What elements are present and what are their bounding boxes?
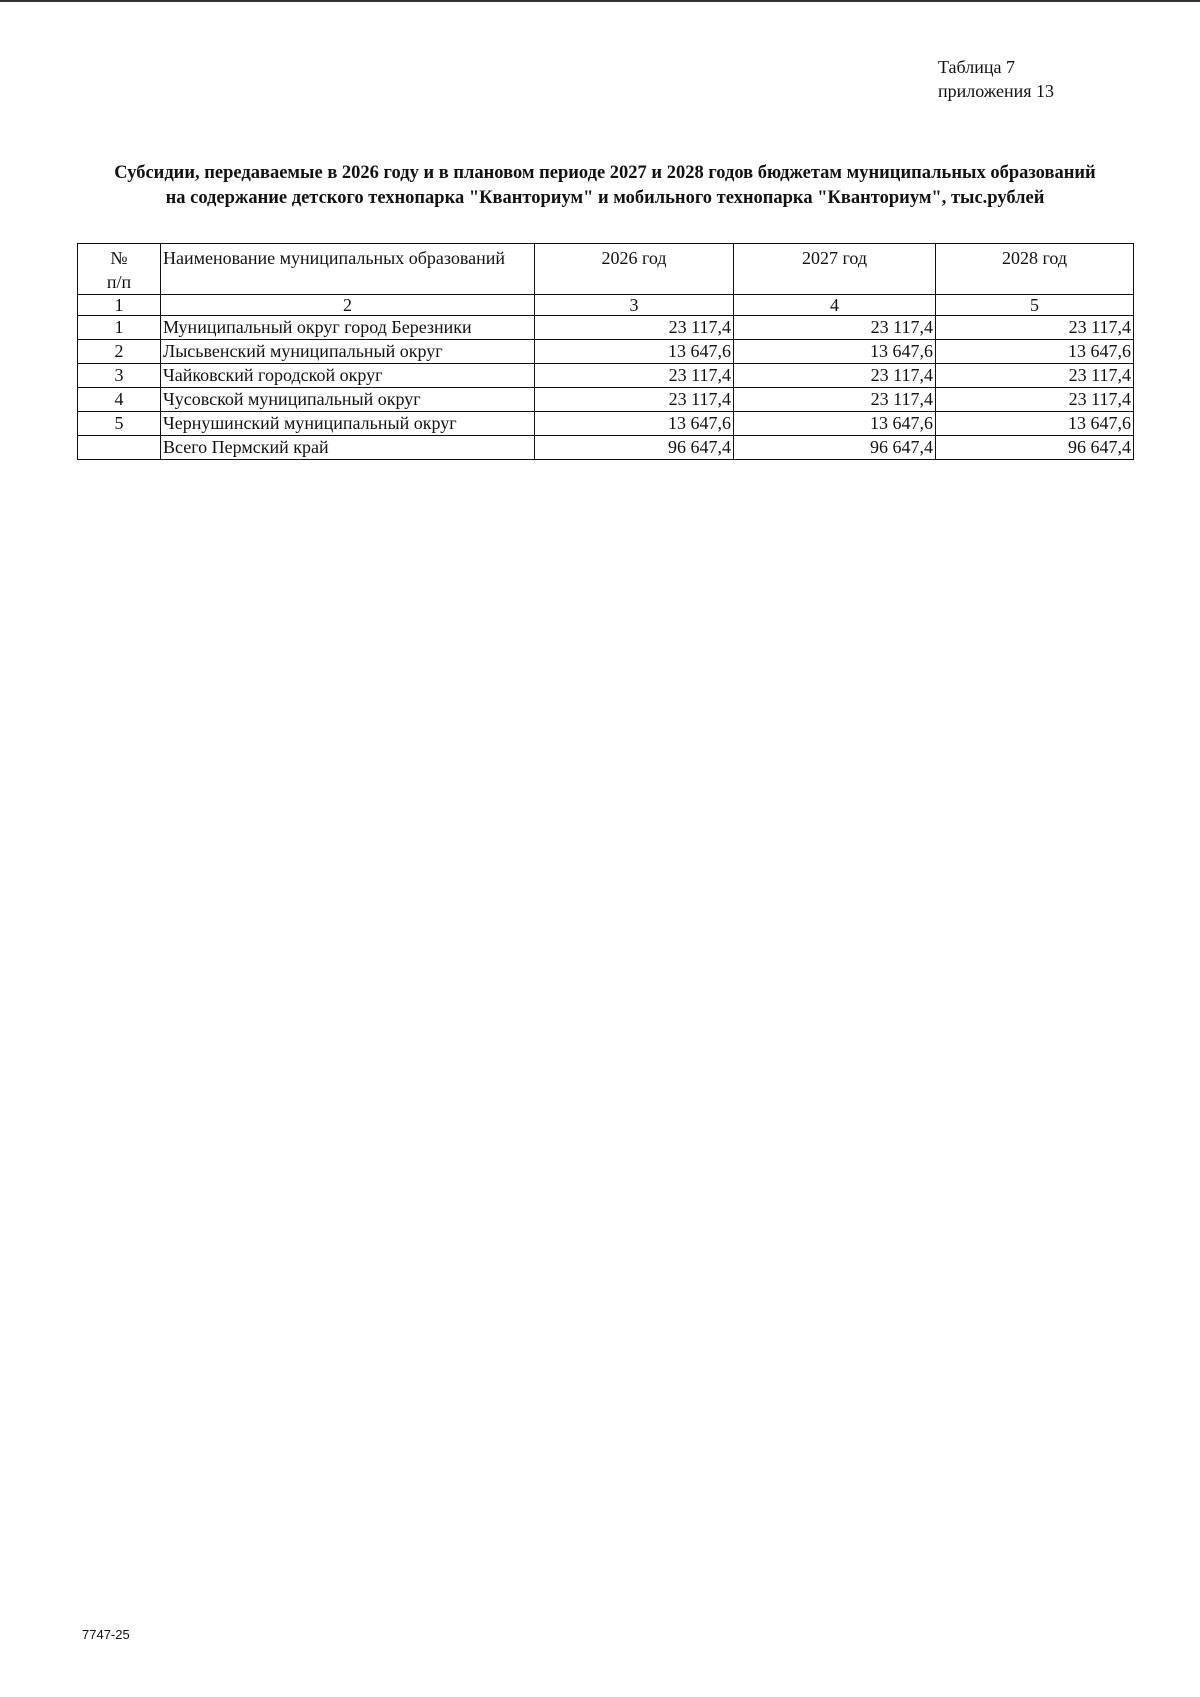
table-reference bbox=[938, 55, 1054, 103]
header-number-line-2: п/п bbox=[106, 272, 132, 292]
header-2027: 2027 год bbox=[734, 244, 936, 295]
appendix-number: приложения 13 bbox=[938, 81, 1055, 101]
header-municipality: Наименование муниципальных образований bbox=[161, 244, 535, 295]
value-2026: 13 647,6 bbox=[535, 340, 734, 364]
total-row-number bbox=[78, 436, 161, 460]
header-2028: 2028 год bbox=[936, 244, 1134, 295]
municipality-name: Лысьвенский муниципальный округ bbox=[161, 340, 535, 364]
header-number-line-1: № bbox=[110, 248, 128, 268]
municipality-name: Чайковский городской округ bbox=[161, 364, 535, 388]
value-2028: 23 117,4 bbox=[936, 364, 1134, 388]
row-number: 1 bbox=[78, 316, 161, 340]
value-2027: 13 647,6 bbox=[734, 412, 936, 436]
value-2027: 23 117,4 bbox=[734, 316, 936, 340]
value-2026: 23 117,4 bbox=[535, 388, 734, 412]
table-row bbox=[78, 412, 1134, 436]
value-2027: 13 647,6 bbox=[734, 340, 936, 364]
column-index: 3 bbox=[535, 295, 734, 316]
total-2026: 96 647,4 bbox=[535, 436, 734, 460]
municipality-name: Чернушинский муниципальный округ bbox=[161, 412, 535, 436]
row-number: 2 bbox=[78, 340, 161, 364]
table-number: Таблица 7 bbox=[938, 57, 1015, 77]
value-2028: 13 647,6 bbox=[936, 412, 1134, 436]
value-2028: 23 117,4 bbox=[936, 388, 1134, 412]
header-2026: 2026 год bbox=[535, 244, 734, 295]
header-number bbox=[78, 244, 161, 295]
row-number: 4 bbox=[78, 388, 161, 412]
subsidies-table bbox=[77, 243, 1134, 460]
column-index-row bbox=[78, 295, 1134, 316]
value-2028: 23 117,4 bbox=[936, 316, 1134, 340]
value-2026: 23 117,4 bbox=[535, 364, 734, 388]
total-row bbox=[78, 436, 1134, 460]
value-2026: 13 647,6 bbox=[535, 412, 734, 436]
total-label: Всего Пермский край bbox=[161, 436, 535, 460]
municipality-name: Муниципальный округ город Березники bbox=[161, 316, 535, 340]
table-row bbox=[78, 388, 1134, 412]
title-line-2: на содержание детского технопарка "Кванториум" и мобильного технопарка "Кванториум", тыс.рублей bbox=[165, 188, 1045, 208]
municipality-name: Чусовской муниципальный округ bbox=[161, 388, 535, 412]
table-row bbox=[78, 364, 1134, 388]
title-line-1: Субсидии, передаваемые в 2026 году и в плановом периоде 2027 и 2028 годов бюджетам муниципальных образований bbox=[114, 163, 1096, 183]
document-code: 7747-25 bbox=[82, 1627, 130, 1642]
column-index: 4 bbox=[734, 295, 936, 316]
value-2028: 13 647,6 bbox=[936, 340, 1134, 364]
row-number: 5 bbox=[78, 412, 161, 436]
value-2027: 23 117,4 bbox=[734, 388, 936, 412]
column-index: 5 bbox=[936, 295, 1134, 316]
total-2028: 96 647,4 bbox=[936, 436, 1134, 460]
row-number: 3 bbox=[78, 364, 161, 388]
column-index: 2 bbox=[161, 295, 535, 316]
table-row bbox=[78, 340, 1134, 364]
value-2026: 23 117,4 bbox=[535, 316, 734, 340]
table-row bbox=[78, 316, 1134, 340]
table-header-row bbox=[78, 244, 1134, 295]
total-2027: 96 647,4 bbox=[734, 436, 936, 460]
document-title bbox=[40, 161, 1170, 211]
column-index: 1 bbox=[78, 295, 161, 316]
scan-top-edge bbox=[0, 0, 1200, 2]
value-2027: 23 117,4 bbox=[734, 364, 936, 388]
